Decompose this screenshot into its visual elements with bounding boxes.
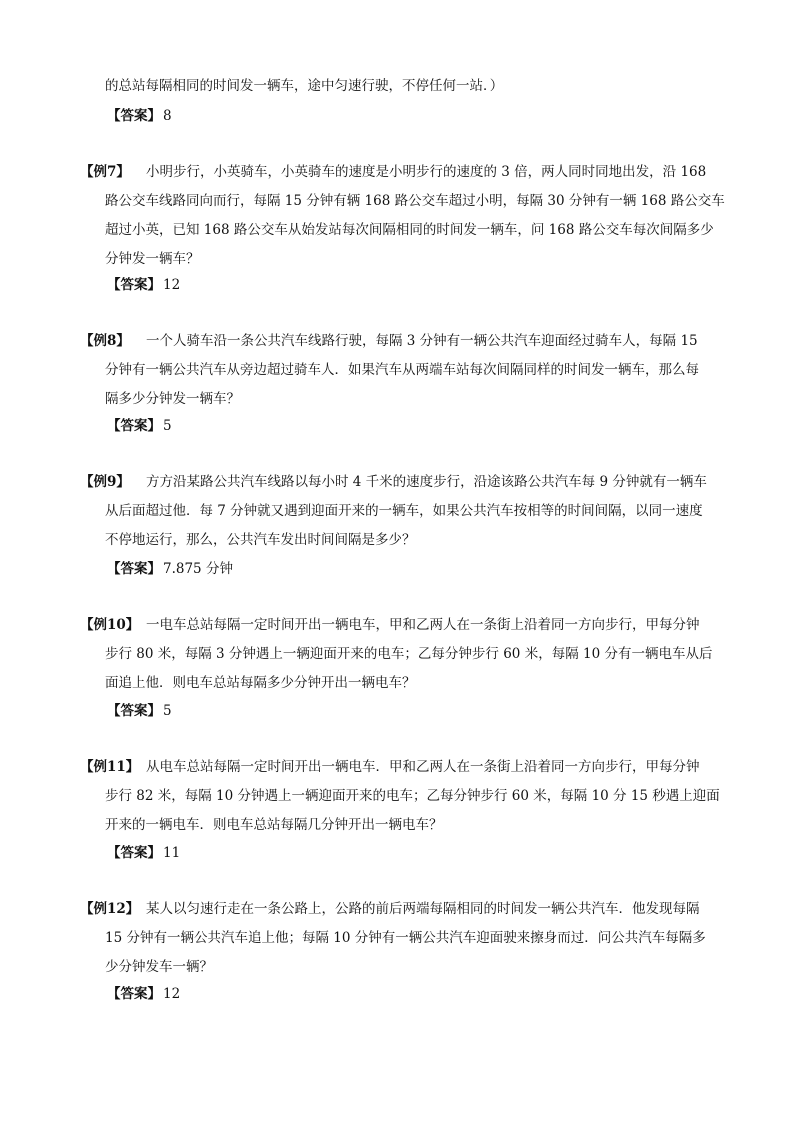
example-label: 【例9】 [80, 474, 130, 490]
example-text-line: 超过小英，已知 168 路公交车从始发站每次间隔相同的时间发一辆车，问 168 路公交车每次间隔多少 [105, 222, 714, 238]
example-text-line: 分钟有一辆公共汽车从旁边超过骑车人．如果汽车从两端车站每次间隔同样的时间发一辆车，那么每 [105, 362, 699, 378]
answer-value: 11 [163, 845, 181, 861]
example-text-line: 某人以匀速行走在一条公路上，公路的前后两端每隔相同的时间发一辆公共汽车．他发现每隔 [146, 901, 700, 917]
example-text-line: 从电车总站每隔一定时间开出一辆电车．甲和乙两人在一条街上沿着同一方向步行，甲每分钟 [146, 759, 700, 775]
example-text-line: 一电车总站每隔一定时间开出一辆电车，甲和乙两人在一条街上沿着同一方向步行，甲每分钟 [146, 617, 700, 633]
example-text-line: 15 分钟有一辆公共汽车追上他；每隔 10 分钟有一辆公共汽车迎面驶来擦身而过．问公共汽车每隔多 [105, 930, 706, 946]
example-text-line: 一个人骑车沿一条公共汽车线路行驶，每隔 3 分钟有一辆公共汽车迎面经过骑车人，每隔 15 [146, 333, 698, 349]
answer-line [107, 275, 180, 295]
example-text-line: 分钟发一辆车？ [105, 251, 200, 267]
example-label: 【例10】 [80, 617, 140, 633]
answer-value: 8 [163, 108, 172, 124]
example-text-line: 面追上他．则电车总站每隔多少分钟开出一辆电车？ [105, 675, 416, 691]
answer-label: 【答案】 [107, 277, 161, 293]
answer-line [107, 416, 172, 436]
example-label: 【例8】 [80, 333, 130, 349]
answer-line [107, 984, 180, 1004]
answer-line [107, 701, 172, 721]
answer-value: 12 [163, 986, 181, 1002]
example-text-line: 开来的一辆电车．则电车总站每隔几分钟开出一辆电车？ [105, 817, 443, 833]
answer-label: 【答案】 [107, 986, 161, 1002]
answer-value: 7.875 分钟 [163, 561, 233, 577]
example-text-line: 少分钟发车一辆？ [105, 959, 213, 975]
example-text-line: 方方沿某路公共汽车线路以每小时 4 千米的速度步行，沿途该路公共汽车每 9 分钟就有一辆车 [146, 474, 707, 490]
answer-label: 【答案】 [107, 418, 161, 434]
example-text-line: 从后面超过他．每 7 分钟就又遇到迎面开来的一辆车，如果公共汽车按相等的时间间隔，以同一速度 [105, 503, 703, 519]
answer-line [107, 843, 180, 863]
example-text-line: 小明步行，小英骑车，小英骑车的速度是小明步行的速度的 3 倍，两人同时同地出发，沿 168 [146, 164, 707, 180]
answer-label: 【答案】 [107, 703, 161, 719]
answer-value: 12 [163, 277, 181, 293]
example-label: 【例11】 [80, 759, 140, 775]
answer-value: 5 [163, 418, 172, 434]
answer-label: 【答案】 [107, 561, 161, 577]
example-text-line: 步行 82 米，每隔 10 分钟遇上一辆迎面开来的电车；乙每分钟步行 60 米，每隔 10 分 15 秒遇上迎面 [105, 788, 720, 804]
answer-line [107, 559, 233, 579]
answer-label: 【答案】 [107, 845, 161, 861]
example-text-line: 不停地运行，那么，公共汽车发出时间间隔是多少？ [105, 532, 416, 548]
example-text-line: 路公交车线路同向而行，每隔 15 分钟有辆 168 路公交车超过小明，每隔 30 分钟有一辆 168 路公交车 [105, 193, 725, 209]
answer-line [107, 106, 172, 126]
answer-label: 【答案】 [107, 108, 161, 124]
example-text-line: 隔多少分钟发一辆车？ [105, 391, 240, 407]
example-text-line: 步行 80 米，每隔 3 分钟遇上一辆迎面开来的电车；乙每分钟步行 60 米，每隔 10 分有一辆电车从后 [105, 646, 713, 662]
example-label: 【例7】 [80, 164, 130, 180]
previous-example-continuation: 的总站每隔相同的时间发一辆车，途中匀速行驶，不停任何一站．） [105, 78, 504, 94]
answer-value: 5 [163, 703, 172, 719]
example-label: 【例12】 [80, 901, 140, 917]
